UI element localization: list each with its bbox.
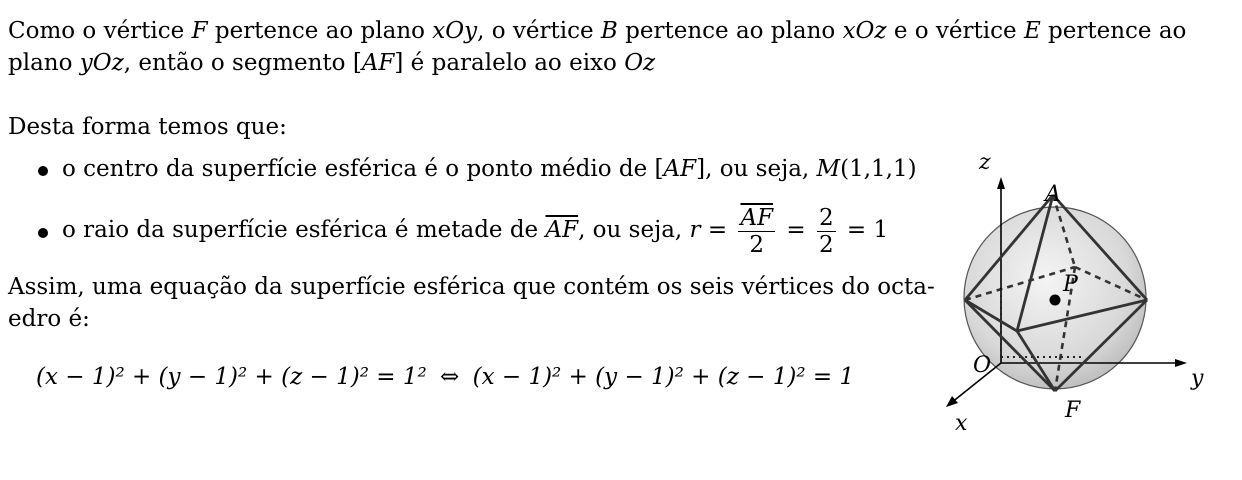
equation-lhs: (x − 1)² + (y − 1)² + (z − 1)² = 1² [36, 364, 427, 390]
intro-line-2: plano yOz, então o segmento [AF] é paralelo ao eixo Oz [8, 50, 656, 76]
center-point-P [1050, 295, 1061, 306]
conclusion-line-1: Assim, uma equação da superfície esférica que contém os seis vértices do octa- [8, 274, 935, 300]
intro-line-1: Como o vértice F pertence ao plano xOy, o vértice B pertence ao plano xOz e o vértice E pertence ao [8, 18, 1187, 44]
label-O: O [973, 353, 992, 378]
var-B: B [600, 18, 618, 44]
fraction-AF-over-2: $\frac{\overline{AF}}{2}$ [740, 204, 774, 258]
label-A: A [1045, 182, 1061, 207]
label-P: P [1063, 272, 1078, 297]
octahedron-sphere-figure [935, 145, 1205, 435]
label-F: F [1065, 398, 1081, 423]
label-z: z [979, 150, 991, 175]
plane-yOz: yOz [79, 50, 124, 76]
lead-text: Desta forma temos que: [8, 114, 287, 140]
segment-AF: AF [361, 50, 395, 76]
bullet-center: o centro da superfície esférica é o ponto médio de [AF], ou seja, M(1,1,1) [62, 156, 917, 182]
plane-xOy: xOy [432, 18, 478, 44]
bullet-dot [38, 228, 48, 238]
segment-AF-length: $\overline{AF}$ [545, 217, 579, 243]
plane-xOz: xOz [842, 18, 887, 44]
bullet-dot [38, 166, 48, 176]
equation-rhs: (x − 1)² + (y − 1)² + (z − 1)² = 1 [472, 364, 855, 390]
conclusion-line-2: edro é: [8, 306, 90, 332]
label-x: x [955, 411, 968, 435]
var-E: E [1023, 18, 1041, 44]
iff-symbol: ⇔ [440, 364, 460, 390]
label-y: y [1191, 366, 1204, 391]
var-F: F [191, 18, 208, 44]
axis-Oz: Oz [624, 50, 656, 76]
bullet-radius: o raio da superfície esférica é metade de $\overline{AF}$, ou seja, r = $\frac{\overline{AF}}{2}$ = $\frac{2}{2}$ = 1 [62, 204, 889, 258]
fraction-2-over-2: $\frac{2}{2}$ [818, 204, 834, 258]
sphere-equation [36, 362, 854, 392]
